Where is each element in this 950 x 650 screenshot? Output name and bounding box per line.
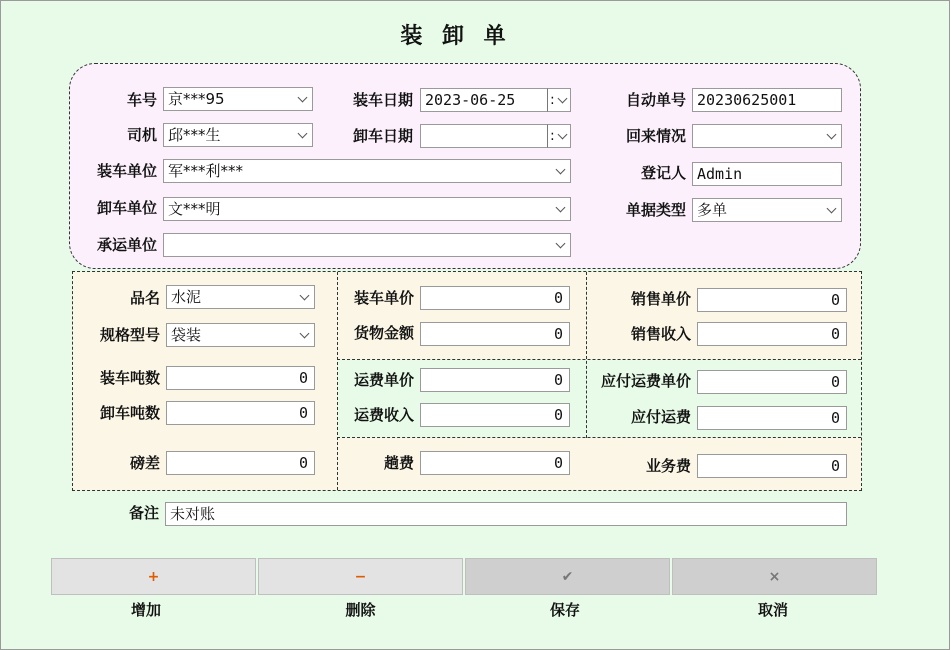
registrar-input[interactable]: Admin <box>692 162 842 186</box>
chevron-down-icon <box>827 130 837 140</box>
unload-unit-select[interactable] <box>163 197 571 221</box>
carrier-label: 承运单位 <box>96 236 157 254</box>
spec-value: 袋装 <box>171 326 202 344</box>
freight-price-input[interactable]: 0 <box>420 368 570 392</box>
car-no-value: 京***95 <box>168 90 225 108</box>
unload-date-label: 卸车日期 <box>352 127 413 145</box>
spec-label: 规格型号 <box>99 326 160 344</box>
sale-income-input[interactable]: 0 <box>697 322 847 346</box>
minus-icon: − <box>354 568 367 585</box>
chevron-down-icon <box>556 165 566 175</box>
save-button[interactable] <box>465 558 670 595</box>
extra-fee-input[interactable]: 0 <box>420 451 570 475</box>
product-value: 水泥 <box>171 288 202 306</box>
load-tons-label: 装车吨数 <box>99 369 160 387</box>
registrar-label: 登记人 <box>640 164 686 182</box>
spec-select[interactable] <box>166 323 315 347</box>
add-button-label[interactable]: 增加 <box>130 601 161 619</box>
sale-income-label: 销售收入 <box>630 325 691 343</box>
save-button-label[interactable]: 保存 <box>549 601 580 619</box>
check-icon: ✔ <box>561 568 574 585</box>
delete-button-label[interactable]: 删除 <box>345 601 376 619</box>
business-fee-input[interactable]: 0 <box>697 454 847 478</box>
close-icon: × <box>768 568 781 585</box>
product-select[interactable] <box>166 285 315 309</box>
payable-freight-price-input[interactable]: 0 <box>697 370 847 394</box>
weight-diff-input[interactable]: 0 <box>166 451 315 475</box>
cancel-button[interactable] <box>672 558 877 595</box>
load-date-input[interactable]: 2023-06-25 <box>420 88 548 112</box>
load-price-label: 装车单价 <box>353 289 414 307</box>
return-status-select[interactable] <box>692 124 842 148</box>
load-tons-input[interactable]: 0 <box>166 366 315 390</box>
add-button[interactable] <box>51 558 256 595</box>
weight-diff-label: 磅差 <box>129 454 160 472</box>
load-unit-value: 军***利*** <box>168 162 244 180</box>
load-date-picker-button[interactable]: : <box>547 88 571 112</box>
cancel-button-label[interactable]: 取消 <box>757 601 788 619</box>
chevron-down-icon <box>556 239 566 249</box>
driver-value: 邱***生 <box>168 126 221 144</box>
load-date-label: 装车日期 <box>352 91 413 109</box>
doc-type-select[interactable] <box>692 198 842 222</box>
unload-tons-label: 卸车吨数 <box>99 404 160 422</box>
chevron-down-icon <box>827 204 837 214</box>
unload-date-input[interactable] <box>420 124 548 148</box>
payable-freight-input[interactable]: 0 <box>697 406 847 430</box>
carrier-select[interactable] <box>163 233 571 257</box>
sale-price-label: 销售单价 <box>630 290 691 308</box>
freight-income-input[interactable]: 0 <box>420 403 570 427</box>
load-unit-select[interactable] <box>163 159 571 183</box>
business-fee-label: 业务费 <box>645 457 691 475</box>
driver-label: 司机 <box>126 126 157 144</box>
freight-income-label: 运费收入 <box>353 406 414 424</box>
chevron-down-icon <box>298 129 308 139</box>
payable-freight-price-label: 应付运费单价 <box>600 372 691 390</box>
car-no-select[interactable] <box>163 87 313 111</box>
unload-unit-value: 文***明 <box>168 200 221 218</box>
unload-date-picker-button[interactable]: : <box>547 124 571 148</box>
unload-unit-label: 卸车单位 <box>96 199 157 217</box>
remark-label: 备注 <box>128 504 159 522</box>
doc-type-value: 多单 <box>697 201 728 219</box>
chevron-down-icon <box>558 130 568 140</box>
chevron-down-icon <box>300 291 310 301</box>
unload-tons-input[interactable]: 0 <box>166 401 315 425</box>
product-label: 品名 <box>129 289 160 307</box>
load-price-input[interactable]: 0 <box>420 286 570 310</box>
chevron-down-icon <box>298 93 308 103</box>
plus-icon: + <box>147 568 160 585</box>
goods-amount-label: 货物金额 <box>353 324 414 342</box>
form-title: 装 卸 单 <box>400 24 512 49</box>
return-status-label: 回来情况 <box>625 127 686 145</box>
goods-amount-input[interactable]: 0 <box>420 322 570 346</box>
chevron-down-icon <box>558 94 568 104</box>
chevron-down-icon <box>300 329 310 339</box>
delete-button[interactable] <box>258 558 463 595</box>
doc-type-label: 单据类型 <box>625 201 686 219</box>
freight-price-label: 运费单价 <box>353 371 414 389</box>
payable-freight-label: 应付运费 <box>630 408 691 426</box>
extra-fee-label: 趟费 <box>383 454 414 472</box>
remark-input[interactable]: 未对账 <box>165 502 847 526</box>
auto-no-input[interactable]: 20230625001 <box>692 88 842 112</box>
driver-select[interactable] <box>163 123 313 147</box>
sale-price-input[interactable]: 0 <box>697 288 847 312</box>
load-unit-label: 装车单位 <box>96 162 157 180</box>
auto-no-label: 自动单号 <box>625 91 686 109</box>
car-no-label: 车号 <box>126 91 157 109</box>
chevron-down-icon <box>556 203 566 213</box>
